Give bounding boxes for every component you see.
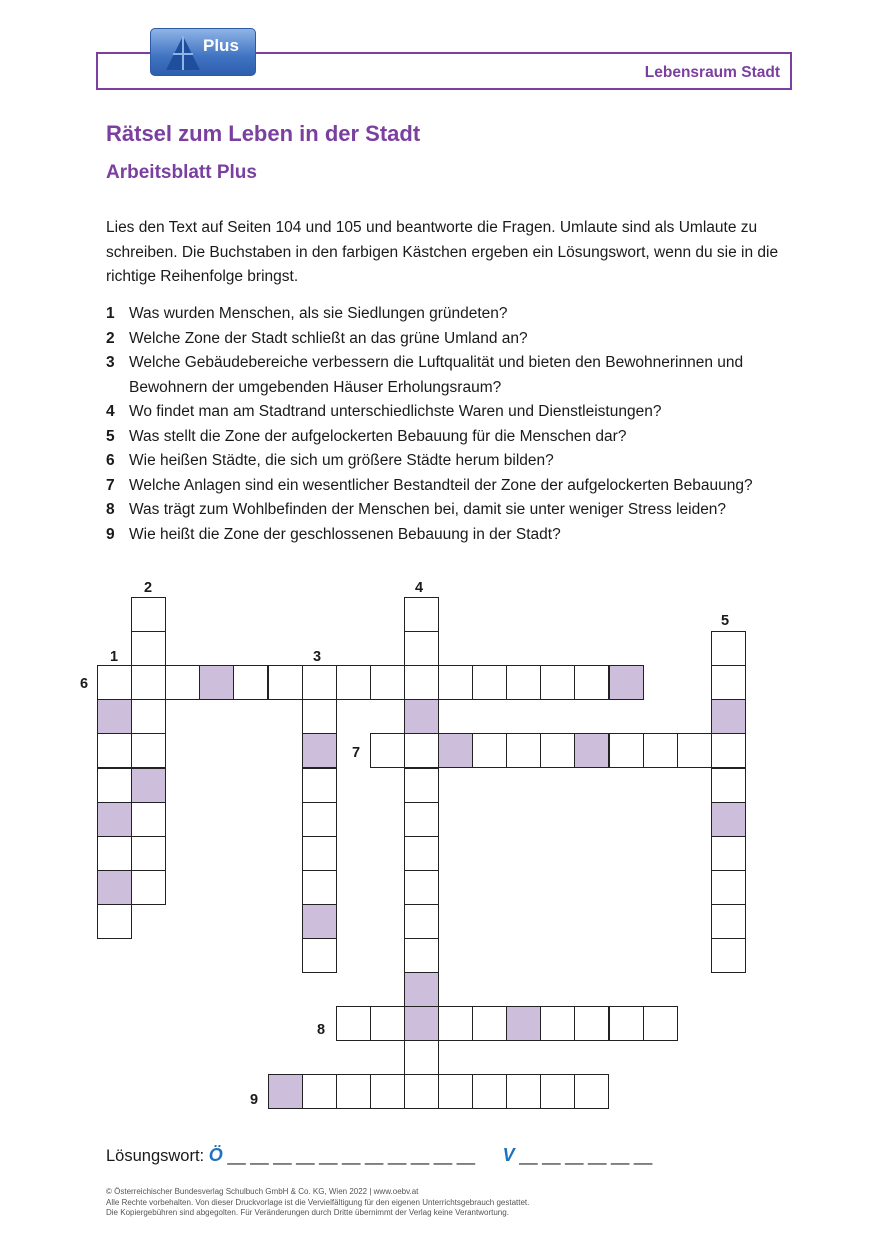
solution-line: [106, 1145, 652, 1166]
logo-label: Plus: [203, 36, 239, 55]
clue-number-5: 5: [721, 613, 730, 629]
crossword-cell-solution[interactable]: [711, 699, 746, 734]
crossword-cell-solution[interactable]: [506, 1006, 541, 1041]
solution-blanks-2[interactable]: __ __ __ __ __ __: [519, 1147, 653, 1165]
crossword-cell[interactable]: [336, 1074, 371, 1109]
page-title: Rätsel zum Leben in der Stadt: [106, 121, 421, 146]
crossword-cell[interactable]: [131, 597, 166, 632]
question-text: Was trägt zum Wohlbefinden der Menschen bei, damit sie unter weniger Stress leiden?: [129, 501, 727, 518]
question-text: Was wurden Menschen, als sie Siedlungen gründeten?: [129, 305, 508, 322]
crossword-cell[interactable]: [711, 665, 746, 700]
crossword-cell[interactable]: [540, 1074, 575, 1109]
crossword-cell[interactable]: [233, 665, 268, 700]
crossword-cell[interactable]: [336, 1006, 371, 1041]
clue-number-4: 4: [415, 580, 424, 596]
question-text: Was stellt die Zone der aufgelockerten Bebauung für die Menschen dar?: [129, 427, 627, 445]
clue-number-2: 2: [144, 580, 153, 596]
clue-number-9: 9: [250, 1092, 259, 1108]
crossword-cell[interactable]: [370, 1006, 405, 1041]
instructions: Lies den Text auf Seiten 104 und 105 und beantworte die Fragen. Umlaute sind als Umlaute zu schreiben. Die Buchstaben in den farbigen Kästchen ergeben ein Lösungswort, wenn du sie in die richtige Reihenfolge bringst.: [106, 219, 779, 285]
crossword-cell[interactable]: [404, 733, 439, 768]
crossword-cell[interactable]: [643, 1006, 678, 1041]
crossword-cell[interactable]: [97, 733, 132, 768]
crossword-cell[interactable]: [370, 733, 405, 768]
crossword-cell-solution[interactable]: [131, 768, 166, 803]
question-text: Welche Anlagen sind ein wesentlicher Bestandteil der Zone der aufgelockerten Bebauung?: [129, 476, 753, 494]
page-subtitle: Arbeitsblatt Plus: [106, 162, 257, 183]
question-number: 8: [106, 501, 115, 518]
crossword-cell[interactable]: [472, 1006, 507, 1041]
crossword-cell-solution[interactable]: [438, 733, 473, 768]
crossword-cell-solution[interactable]: [268, 1074, 303, 1109]
crossword-cell[interactable]: [609, 733, 644, 768]
crossword-cell[interactable]: [131, 631, 166, 666]
crossword-cell[interactable]: [540, 733, 575, 768]
question-text: Wie heißen Städte, die sich um größere Städte herum bilden?: [129, 452, 554, 469]
crossword-cell-solution[interactable]: [302, 904, 337, 939]
crossword-cell[interactable]: [404, 768, 439, 803]
crossword-cell-solution[interactable]: [404, 699, 439, 734]
clue-number-3: 3: [313, 649, 322, 665]
footer-line: Alle Rechte vorbehalten. Von dieser Druckvorlage ist die Vervielfältigung für den eigenen Unterrichtsgebrauch gestattet.: [106, 1197, 530, 1207]
crossword-cell[interactable]: [97, 665, 132, 700]
crossword-cell[interactable]: [97, 768, 132, 803]
question-text: Wie heißt die Zone der geschlossenen Bebauung in der Stadt?: [129, 525, 561, 543]
solution-letter-2: V: [502, 1145, 515, 1165]
crossword-cell[interactable]: [438, 665, 473, 700]
crossword-cell[interactable]: [302, 836, 337, 871]
crossword-cell[interactable]: [472, 665, 507, 700]
crossword-cell[interactable]: [131, 699, 166, 734]
crossword-cell[interactable]: [711, 870, 746, 905]
question-number: 6: [106, 452, 115, 469]
crossword-cell[interactable]: [268, 665, 303, 700]
crossword-cell-solution[interactable]: [404, 1006, 439, 1041]
footer-line: © Österreichischer Bundesverlag Schulbuch GmbH & Co. KG, Wien 2022 | www.oebv.at: [106, 1187, 419, 1196]
clue-number-8: 8: [317, 1022, 326, 1038]
crossword-cell[interactable]: [97, 904, 132, 939]
crossword-cell[interactable]: [404, 870, 439, 905]
crossword-cell-solution[interactable]: [609, 665, 644, 700]
crossword-cell[interactable]: [506, 1074, 541, 1109]
crossword-cell-solution[interactable]: [97, 870, 132, 905]
crossword-cell[interactable]: [302, 938, 337, 973]
crossword-cell[interactable]: [404, 1040, 439, 1075]
crossword-cell[interactable]: [404, 597, 439, 632]
crossword-cell[interactable]: [506, 665, 541, 700]
crossword-cell-solution[interactable]: [97, 699, 132, 734]
crossword-cell[interactable]: [370, 665, 405, 700]
crossword-cell[interactable]: [711, 938, 746, 973]
question-text: Welche Gebäudebereiche verbessern die Luftqualität und bieten den Bewohnerinnen und Bewohnern der umgebenden Häuser Erholungsraum?: [129, 354, 744, 396]
crossword-cell[interactable]: [677, 733, 712, 768]
clue-number-1: 1: [110, 649, 119, 665]
solution-blanks-1[interactable]: __ __ __ __ __ __ __ __ __ __ __: [227, 1147, 476, 1165]
crossword-cell[interactable]: [438, 1006, 473, 1041]
crossword-cell[interactable]: [404, 904, 439, 939]
crossword-cell[interactable]: [302, 802, 337, 837]
crossword-cell[interactable]: [711, 768, 746, 803]
question-number: 5: [106, 427, 115, 445]
topic-title: Lebensraum Stadt: [644, 64, 780, 81]
question-number: 9: [106, 525, 115, 543]
crossword-cell[interactable]: [711, 733, 746, 768]
clue-number-7: 7: [352, 745, 361, 761]
crossword-cell[interactable]: [131, 733, 166, 768]
crossword-cell[interactable]: [165, 665, 200, 700]
solution-letter-1: Ö: [208, 1145, 223, 1165]
crossword-cell-solution[interactable]: [404, 972, 439, 1007]
crossword-cell[interactable]: [711, 904, 746, 939]
crossword-cell[interactable]: [131, 870, 166, 905]
crossword-cell[interactable]: [302, 699, 337, 734]
crossword-cell-solution[interactable]: [302, 733, 337, 768]
crossword-cell[interactable]: [370, 1074, 405, 1109]
crossword-cell[interactable]: [711, 836, 746, 871]
crossword-cell[interactable]: [540, 1006, 575, 1041]
crossword-cell[interactable]: [506, 733, 541, 768]
solution-label: Lösungswort:: [106, 1147, 205, 1165]
crossword-cell[interactable]: [131, 665, 166, 700]
crossword-cell[interactable]: [404, 938, 439, 973]
crossword-cell[interactable]: [574, 1006, 609, 1041]
crossword-cell-solution[interactable]: [711, 802, 746, 837]
question-number: 3: [106, 354, 115, 371]
crossword-cell-solution[interactable]: [97, 802, 132, 837]
question-number: 1: [106, 305, 115, 322]
crossword-cell[interactable]: [97, 836, 132, 871]
crossword-cell[interactable]: [302, 665, 337, 700]
question-number: 4: [106, 403, 115, 420]
crossword-cell[interactable]: [302, 870, 337, 905]
crossword-cell[interactable]: [643, 733, 678, 768]
crossword-cell[interactable]: [131, 802, 166, 837]
question-number: 7: [106, 476, 115, 494]
crossword-cell[interactable]: [574, 1074, 609, 1109]
question-text: Wo findet man am Stadtrand unterschiedlichste Waren und Dienstleistungen?: [129, 403, 662, 420]
crossword-cell[interactable]: [540, 665, 575, 700]
question-number: 2: [106, 329, 115, 347]
crossword-cell[interactable]: [131, 836, 166, 871]
crossword-cell-solution[interactable]: [574, 733, 609, 768]
crossword-cell[interactable]: [404, 836, 439, 871]
crossword-cell[interactable]: [438, 1074, 473, 1109]
crossword-cell[interactable]: [302, 1074, 337, 1109]
clue-number-6: 6: [80, 676, 89, 692]
footer-line: Die Kopiergebühren sind abgegolten. Für Veränderungen durch Dritte übernimmt der Verlag keine Verantwortung.: [106, 1208, 509, 1217]
crossword-cell-solution[interactable]: [199, 665, 234, 700]
crossword-cell[interactable]: [472, 1074, 507, 1109]
crossword-cell[interactable]: [404, 1074, 439, 1109]
crossword-cell[interactable]: [404, 665, 439, 700]
crossword-cell[interactable]: [711, 631, 746, 666]
crossword-cell[interactable]: [472, 733, 507, 768]
crossword-cell[interactable]: [404, 631, 439, 666]
crossword-cell[interactable]: [302, 768, 337, 803]
crossword-cell[interactable]: [574, 665, 609, 700]
copyright-footer: [106, 1187, 529, 1219]
crossword-cell[interactable]: [336, 665, 371, 700]
crossword-cell[interactable]: [609, 1006, 644, 1041]
question-text: Welche Zone der Stadt schließt an das grüne Umland an?: [129, 329, 528, 347]
crossword-cell[interactable]: [404, 802, 439, 837]
